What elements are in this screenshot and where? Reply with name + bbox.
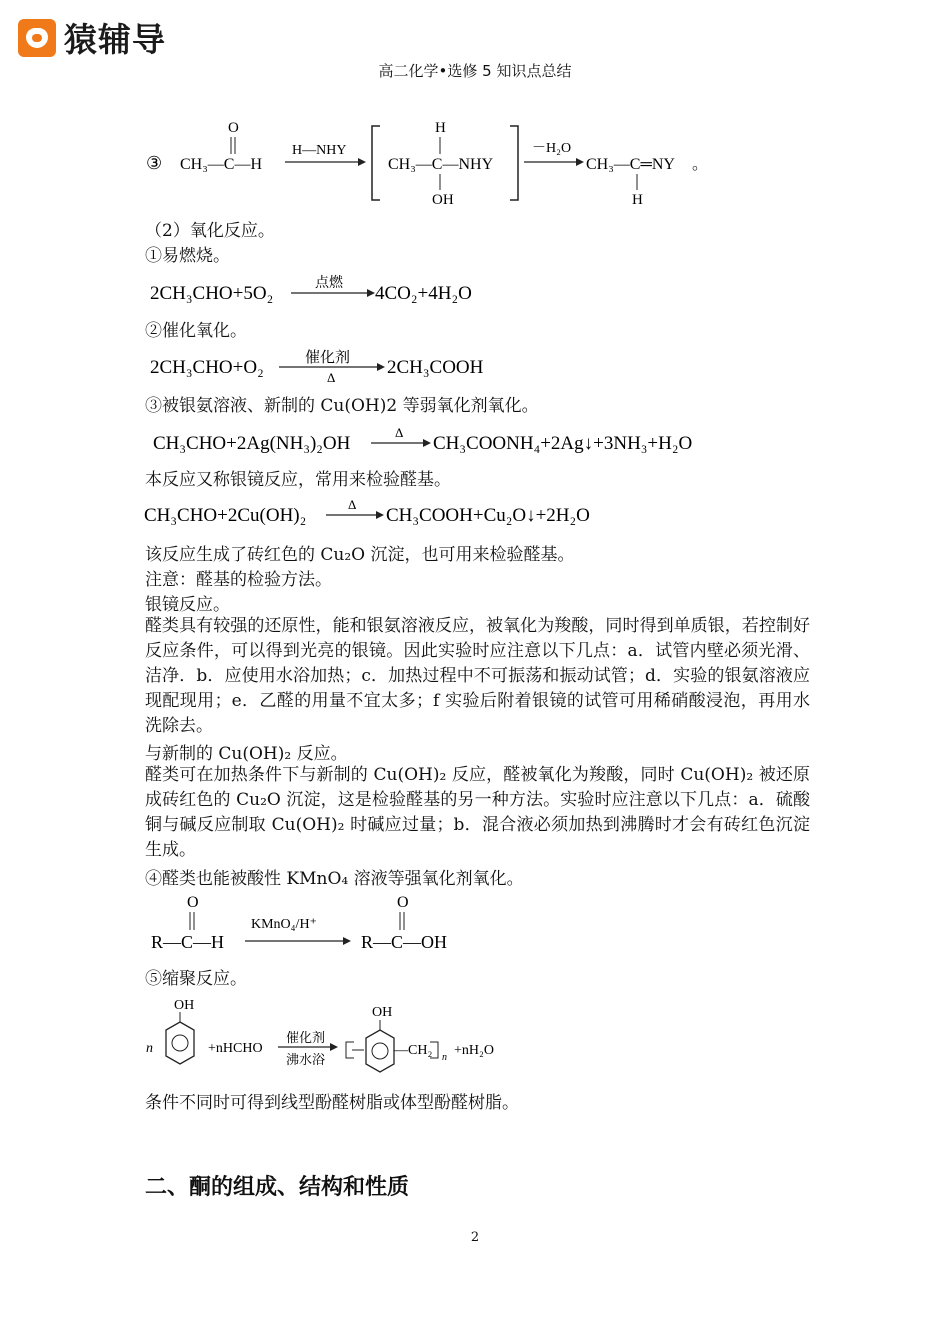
oh-bottom: OH bbox=[432, 192, 454, 208]
eq-right: 2CH₃COOH bbox=[387, 357, 484, 378]
oxidation-title: （2）氧化反应。 bbox=[145, 221, 275, 241]
cond-water-bath: 沸水浴 bbox=[286, 1052, 326, 1067]
equation-kmno4 bbox=[145, 890, 485, 956]
brand-logo bbox=[18, 14, 166, 61]
page-header-title: 高二化学•选修 5 知识点总结 bbox=[378, 62, 572, 80]
equation-copper-hydroxide bbox=[140, 492, 640, 532]
equation-phenol-formaldehyde bbox=[140, 992, 530, 1078]
end-mark: 。 bbox=[692, 156, 709, 173]
elimination: －H₂O bbox=[532, 141, 572, 156]
o-atom: O bbox=[228, 120, 239, 136]
eq-left: 2CH₃CHO+O₂ bbox=[150, 357, 264, 378]
catalytic-title: ②催化氧化。 bbox=[145, 321, 247, 341]
reactant: CH₃—C—H bbox=[180, 156, 263, 173]
equation-silver-mirror bbox=[145, 420, 745, 460]
eq-condition: Δ bbox=[348, 497, 357, 512]
eq-left: 2CH₃CHO+5O₂ bbox=[150, 283, 274, 304]
eq-left: R—C—H bbox=[151, 932, 225, 952]
strong-oxidant-title: ④醛类也能被酸性 KMnO₄ 溶液等强氧化剂氧化。 bbox=[145, 869, 524, 889]
reagent: H—NHY bbox=[292, 143, 347, 158]
eq-condition: Δ bbox=[395, 425, 404, 440]
eq-condition-2: Δ bbox=[327, 370, 336, 385]
eq-right: CH₃COOH+Cu₂O↓+2H₂O bbox=[386, 505, 590, 526]
o-atom-right: O bbox=[397, 894, 409, 911]
h-top: H bbox=[435, 120, 446, 136]
section-heading: 二、酮的组成、结构和性质 bbox=[145, 1175, 410, 1200]
intermediate: CH₃—C—NHY bbox=[388, 156, 494, 173]
equation-combustion bbox=[145, 270, 505, 310]
attention-note: 注意：醛基的检验方法。 bbox=[145, 570, 332, 590]
silver-note: 本反应又称银镜反应，常用来检验醛基。 bbox=[145, 470, 451, 490]
eq-left: CH₃CHO+2Cu(OH)₂ bbox=[144, 505, 307, 526]
page-number: 2 bbox=[470, 1230, 480, 1245]
reaction-aldehyde-amine bbox=[140, 112, 720, 212]
eq-right: 4CO₂+4H₂O bbox=[375, 283, 472, 304]
condensation-title: ⑤缩聚反应。 bbox=[145, 969, 247, 989]
product-n: n bbox=[442, 1052, 447, 1063]
equation-catalytic bbox=[145, 344, 525, 386]
product: CH₃—C═NY bbox=[586, 156, 675, 173]
plus-hcho: +nHCHO bbox=[208, 1041, 263, 1056]
brand-icon bbox=[18, 19, 56, 57]
flammable-title: ①易燃烧。 bbox=[145, 246, 230, 266]
coef-n: n bbox=[146, 1041, 153, 1056]
product-ch2: —CH₂ bbox=[394, 1043, 433, 1058]
brand-name: 猿辅导 bbox=[64, 20, 166, 59]
weak-oxidant-title: ③被银氨溶液、新制的 Cu(OH)2 等弱氧化剂氧化。 bbox=[145, 396, 539, 416]
eq-condition: 点燃 bbox=[315, 276, 343, 291]
phenol-oh: OH bbox=[174, 998, 195, 1013]
cuoh-paragraph: 醛类可在加热条件下与新制的 Cu(OH)₂ 反应，醛被氧化为羧酸，同时 Cu(OH)₂ 被还原成砖红色的 Cu₂O 沉淀，这是检验醛基的另一种方法。实验时应注意以下几点：a．硫酸铜与碱反应制取 Cu(OH)₂ 时碱应过量；b．混合液必须加热到沸腾时才会有砖红色沉淀生成。 bbox=[145, 765, 810, 860]
silver-mirror-paragraph: 醛类具有较强的还原性，能和银氨溶液反应，被氧化为羧酸，同时得到单质银，若控制好反应条件，可以得到光亮的银镜。因此实验时应注意以下几点：a．试管内壁必须光滑、洁净．b．应使用水浴加热；c．加热过程中不可振荡和振动试管；d．实验的银氨溶液应现配现用；e．乙醛的用量不宜太多；f 实验后附着银镜的试管可用稀硝酸浸泡，再用水洗除去。 bbox=[145, 616, 810, 736]
cuoh-title: 与新制的 Cu(OH)₂ 反应。 bbox=[145, 744, 348, 764]
h-bottom: H bbox=[632, 192, 643, 208]
o-atom-left: O bbox=[187, 894, 199, 911]
plus-water: +nH₂O bbox=[454, 1043, 494, 1058]
cu2o-note: 该反应生成了砖红色的 Cu₂O 沉淀，也可用来检验醛基。 bbox=[145, 545, 575, 565]
eq-condition: KMnO₄/H⁺ bbox=[251, 917, 317, 932]
eq-condition: 催化剂 bbox=[305, 350, 351, 366]
cond-catalyst: 催化剂 bbox=[286, 1030, 326, 1045]
product-oh: OH bbox=[372, 1005, 393, 1020]
silver-mirror-title: 银镜反应。 bbox=[145, 595, 230, 615]
eq-right: CH₃COONH₄+2Ag↓+3NH₃+H₂O bbox=[433, 433, 693, 454]
marker: ③ bbox=[146, 153, 163, 173]
resin-note: 条件不同时可得到线型酚醛树脂或体型酚醛树脂。 bbox=[145, 1093, 519, 1113]
eq-left: CH₃CHO+2Ag(NH₃)₂OH bbox=[153, 433, 351, 454]
eq-right: R—C—OH bbox=[361, 932, 448, 952]
